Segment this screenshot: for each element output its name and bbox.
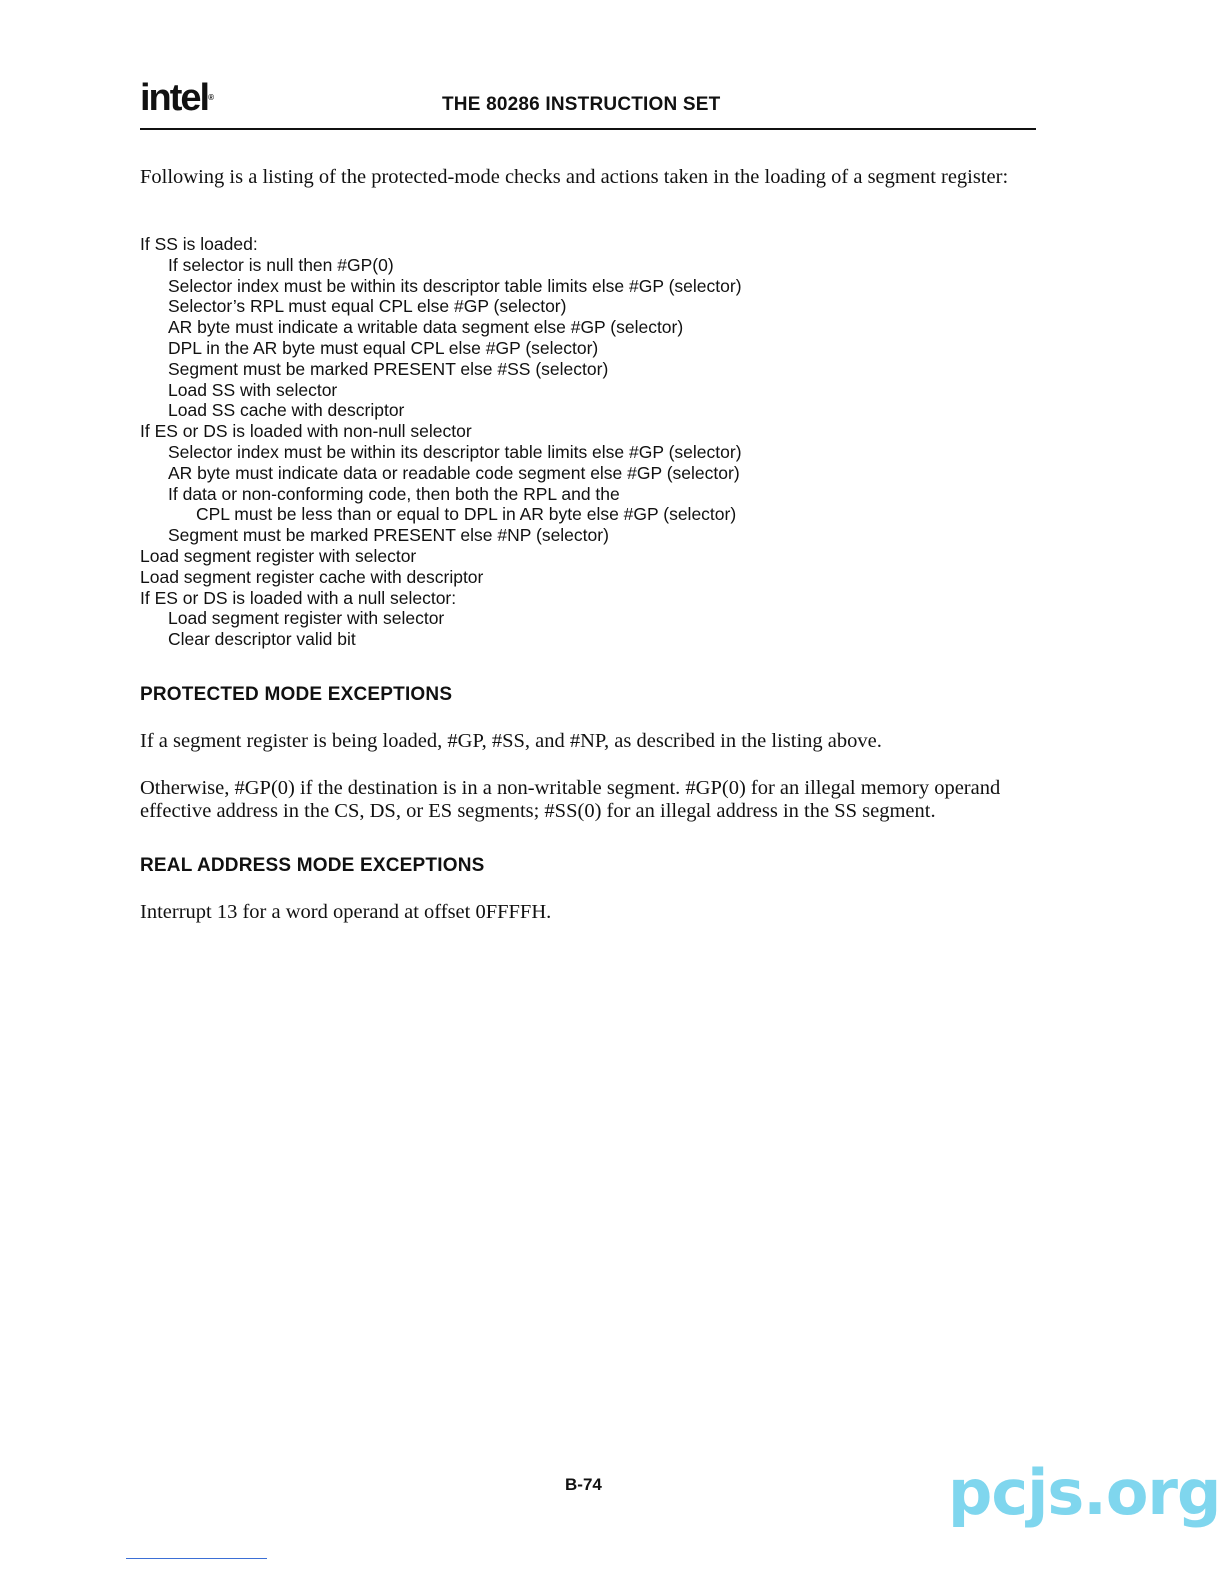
listing-line: Selector’s RPL must equal CPL else #GP (selector) [168,296,567,317]
listing-line: DPL in the AR byte must equal CPL else #GP (selector) [168,337,599,358]
listing-line: If ES or DS is loaded with a null selector: [140,587,457,608]
listing-line: AR byte must indicate data or readable code segment else #GP (selector) [168,462,740,483]
listing-line: If selector is null then #GP(0) [168,254,394,275]
listing-line: AR byte must indicate a writable data segment else #GP (selector) [168,317,684,338]
listing-line: Load SS cache with descriptor [168,400,405,421]
logo-text: intel [140,77,209,119]
listing-line: Load SS with selector [168,379,338,400]
registered-mark: ® [208,93,215,102]
listing-line: Selector index must be within its descriptor table limits else #GP (selector) [168,275,742,296]
real-mode-heading: REAL ADDRESS MODE EXCEPTIONS [140,855,485,876]
page-header [140,76,1036,130]
link-underline [126,1558,267,1559]
pcjs-watermark[interactable]: pcjs.org [948,1456,1221,1529]
listing-line: Segment must be marked PRESENT else #NP (selector) [168,525,609,546]
listing-line: If data or non-conforming code, then both the RPL and the [168,483,620,504]
check-listing [140,234,1036,650]
protected-mode-paragraph-2: Otherwise, #GP(0) if the destination is in a non-writable segment. #GP(0) for an illegal memory operand effective address in the CS, DS, or ES segments; #SS(0) for an illegal address in the SS segment. [140,777,1001,822]
intel-logo [140,76,214,120]
listing-line: If SS is loaded: [140,234,258,254]
listing-line: CPL must be less than or equal to DPL in AR byte else #GP (selector) [196,504,737,525]
listing-line: Segment must be marked PRESENT else #SS (selector) [168,358,609,379]
listing-line: Clear descriptor valid bit [168,629,356,650]
listing-line: If ES or DS is loaded with non-null selector [140,421,472,442]
header-title: THE 80286 INSTRUCTION SET [442,94,721,115]
page-number: B-74 [565,1475,602,1494]
listing-line: Load segment register with selector [140,545,417,566]
protected-mode-paragraph-1: If a segment register is being loaded, #GP, #SS, and #NP, as described in the listing above. [140,730,882,752]
intro-paragraph: Following is a listing of the protected-mode checks and actions taken in the loading of a segment register: [140,166,1009,188]
listing-line: Load segment register with selector [168,608,445,629]
protected-mode-heading: PROTECTED MODE EXCEPTIONS [140,684,453,705]
real-mode-paragraph: Interrupt 13 for a word operand at offset 0FFFFH. [140,901,552,923]
listing-line: Selector index must be within its descriptor table limits else #GP (selector) [168,441,742,462]
listing-line: Load segment register cache with descriptor [140,566,484,587]
